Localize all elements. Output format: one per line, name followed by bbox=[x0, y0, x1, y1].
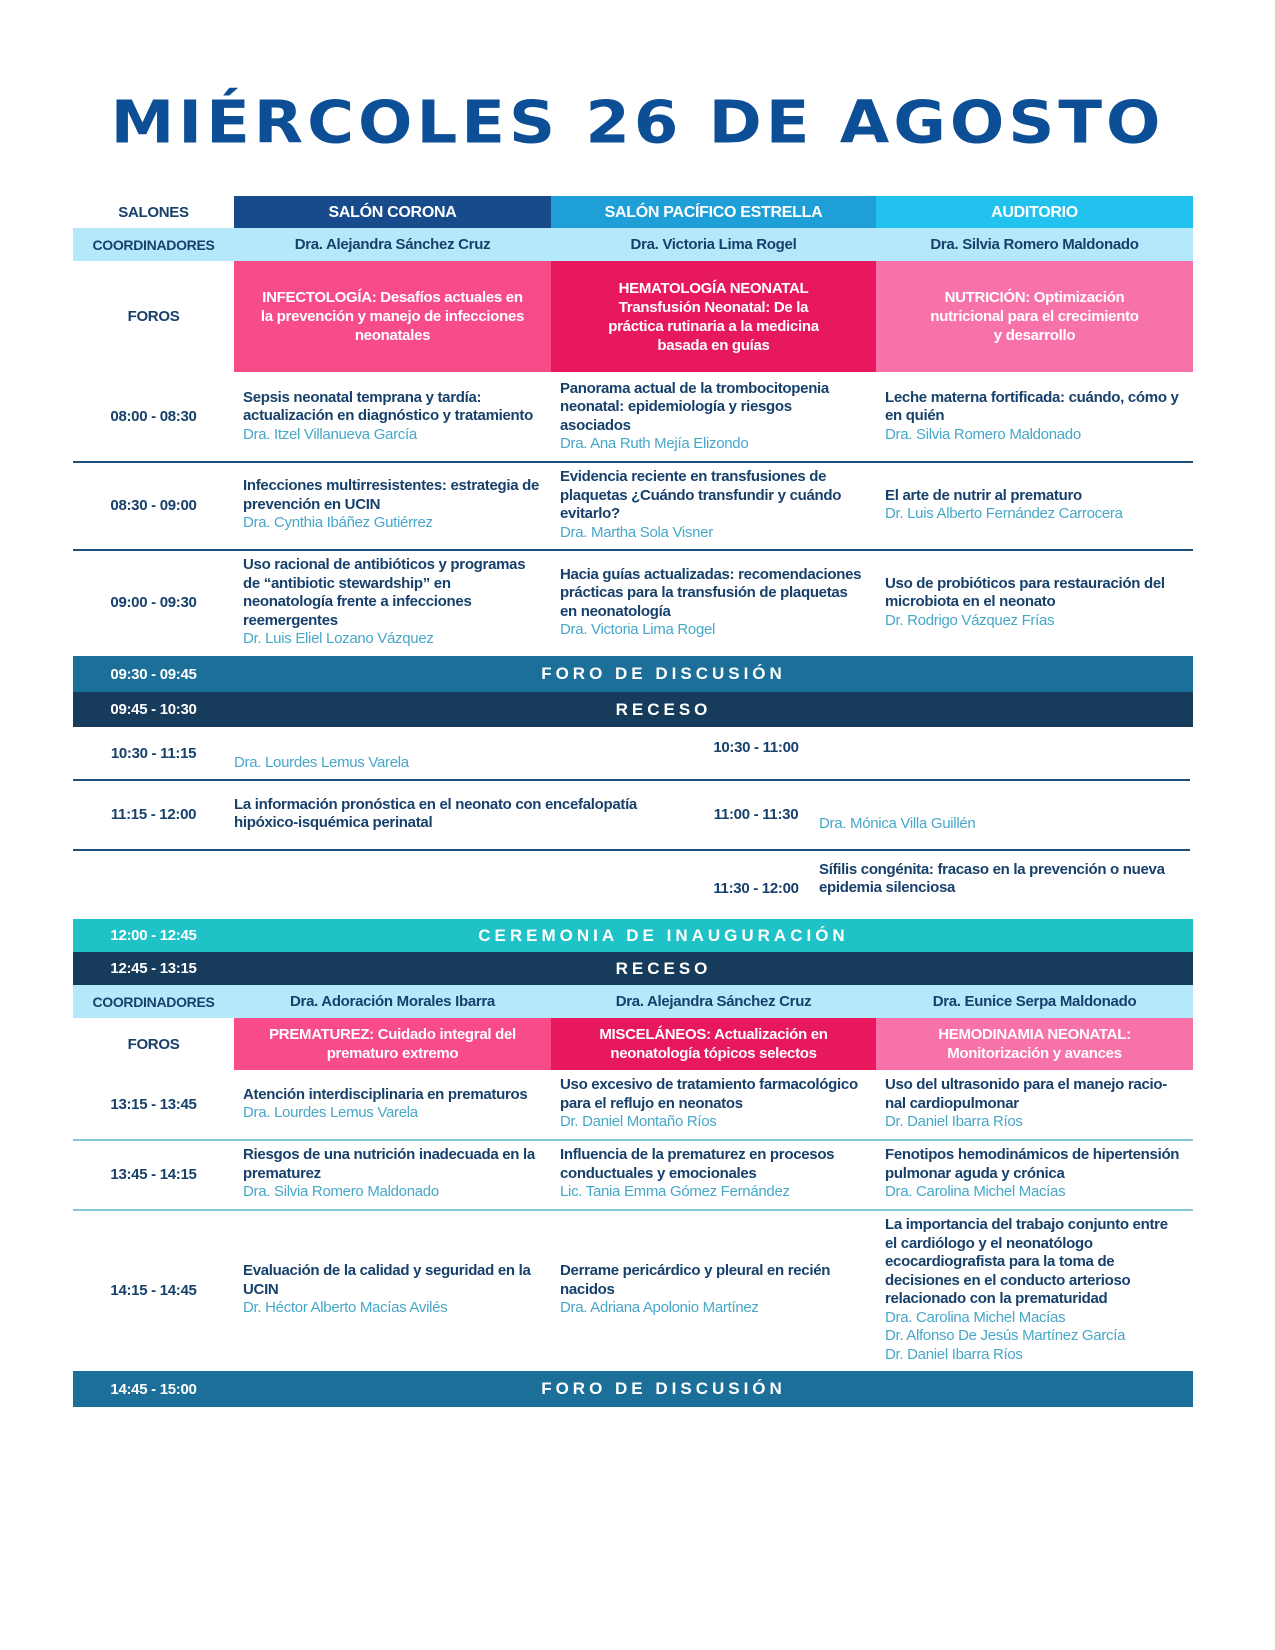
foro-header bbox=[551, 261, 876, 372]
speaker: Dr. Luis Alberto Fernández Carrocera bbox=[885, 505, 1123, 522]
time-slot: 08:00 - 08:30 bbox=[110, 408, 197, 425]
session bbox=[551, 1139, 876, 1209]
speaker: Dra. Mónica Villa Guillén bbox=[819, 814, 976, 832]
session bbox=[810, 727, 1190, 779]
session-title: Infecciones multirresistentes: estrategia de prevención en UCIN bbox=[243, 477, 540, 513]
speaker: Dra. Carolina Michel Macías bbox=[885, 1183, 1066, 1201]
foro-title-line: INFECTOLOGÍA: Desafíos actuales en bbox=[262, 289, 523, 306]
session-title: Panorama actual de la trombocitopenia neonatal: epidemiología y riesgos asociados bbox=[560, 379, 829, 434]
foro-title-line: neonatología tópicos selectos bbox=[610, 1045, 817, 1062]
session bbox=[234, 461, 551, 549]
foro-title-line: y desarrollo bbox=[993, 327, 1076, 344]
coordinadores-label: COORDINADORES bbox=[73, 228, 234, 261]
session-title: Fenotipos hemodinámicos de hipertensión pulmonar aguda y crónica bbox=[885, 1146, 1180, 1182]
session bbox=[876, 1139, 1193, 1209]
coordinador: Dra. Eunice Serpa Maldonado bbox=[876, 985, 1193, 1018]
break-bar bbox=[73, 656, 1193, 692]
session bbox=[810, 849, 1190, 909]
time-slot: 08:30 - 09:00 bbox=[110, 496, 197, 514]
coordinador: Dra. Victoria Lima Rogel bbox=[551, 228, 876, 261]
session bbox=[551, 1069, 876, 1139]
coordinador: Dra. Adoración Morales Ibarra bbox=[234, 985, 551, 1018]
session bbox=[551, 372, 876, 461]
session-title: Evidencia reciente en transfusiones de plaquetas ¿Cuándo transfundir y cuándo evitarlo? bbox=[560, 468, 842, 522]
break-time: 09:30 - 09:45 bbox=[110, 665, 197, 683]
session-title: Sepsis neonatal temprana y tardía: actualización en diagnóstico y tratamiento bbox=[243, 388, 533, 425]
session-title: Sífilis congénita: fracaso en la prevención o nueva epidemia silenciosa bbox=[819, 860, 1165, 896]
session bbox=[225, 779, 695, 849]
salon-header: SALÓN PACÍFICO ESTRELLA bbox=[551, 196, 876, 228]
break-label: RECESO bbox=[615, 958, 712, 978]
foro-title-line: la prevención y manejo de infecciones bbox=[260, 308, 525, 325]
foro-title-line: PREMATUREZ: Cuidado integral del bbox=[269, 1026, 516, 1043]
session bbox=[876, 461, 1193, 549]
speaker: Dra. Itzel Villanueva García bbox=[243, 425, 417, 443]
speaker: Dr. Héctor Alberto Macías Avilés bbox=[243, 1299, 448, 1317]
row-divider bbox=[73, 779, 1190, 781]
foro-header bbox=[234, 261, 551, 372]
break-time: 12:00 - 12:45 bbox=[110, 927, 197, 944]
foro-title-line: HEMODINAMIA NEONATAL: bbox=[938, 1026, 1131, 1043]
foro-header bbox=[234, 1018, 551, 1070]
time-slot: 09:00 - 09:30 bbox=[110, 594, 197, 611]
session bbox=[234, 372, 551, 461]
coordinador: Dra. Alejandra Sánchez Cruz bbox=[234, 228, 551, 261]
speaker: Dr. Daniel Ibarra Ríos bbox=[885, 1345, 1023, 1363]
session bbox=[234, 1209, 551, 1371]
session-title: La información pronóstica en el neonato con encefalopatía hipóxico-isquémica perinatal bbox=[234, 795, 637, 831]
break-bar bbox=[73, 919, 1193, 952]
speaker: Dra. Ana Ruth Mejía Elizondo bbox=[560, 435, 749, 452]
session-title: Leche materna fortificada: cuándo, cómo y en quién bbox=[885, 388, 1179, 425]
session bbox=[551, 549, 876, 656]
time-slot: 11:00 - 11:30 bbox=[713, 805, 799, 823]
foro-title-line: HEMATOLOGÍA NEONATAL bbox=[618, 279, 809, 297]
coordinadores-label: COORDINADORES bbox=[73, 985, 234, 1018]
foro-title-line: Transfusión Neonatal: De la bbox=[618, 298, 809, 316]
foro-title-line: NUTRICIÓN: Optimización bbox=[944, 289, 1125, 306]
session-title: Atención interdisciplinaria en prematuros bbox=[243, 1085, 528, 1103]
session-title: Uso del ultrasonido para el manejo racio-nal cardiopulmonar bbox=[885, 1076, 1167, 1112]
time-slot: 13:45 - 14:15 bbox=[110, 1165, 197, 1183]
session-title: Uso racional de antibióticos y programas de “antibiotic stewardship” en neonatología frente a infecciones reemergentes bbox=[243, 556, 526, 629]
foro-title-line: neonatales bbox=[354, 327, 431, 344]
session bbox=[551, 461, 876, 549]
foro-header bbox=[876, 261, 1193, 372]
speaker: Dra. Martha Sola Visner bbox=[560, 523, 713, 541]
speaker: Dr. Daniel Montaño Ríos bbox=[560, 1113, 717, 1131]
speaker: Dra. Lourdes Lemus Varela bbox=[234, 753, 409, 771]
foro-header bbox=[551, 1018, 876, 1070]
break-bar bbox=[73, 692, 1193, 727]
session-title: Derrame pericárdico y pleural en recién nacidos bbox=[560, 1262, 831, 1298]
foro-title-line: práctica rutinaria a la medicina bbox=[608, 317, 819, 335]
time-slot: 14:15 - 14:45 bbox=[110, 1281, 197, 1299]
session bbox=[234, 1069, 551, 1139]
page-title: MIÉRCOLES 26 DE AGOSTO bbox=[110, 88, 1165, 158]
speaker: Lic. Tania Emma Gómez Fernández bbox=[560, 1183, 790, 1201]
speaker: Dra. Victoria Lima Rogel bbox=[560, 621, 716, 638]
salon-header: AUDITORIO bbox=[876, 196, 1193, 228]
speaker: Dr. Daniel Ibarra Ríos bbox=[885, 1113, 1023, 1131]
session bbox=[876, 1069, 1193, 1139]
session-title: Influencia de la prematurez en procesos conductuales y emocionales bbox=[560, 1146, 835, 1182]
time-slot: 11:30 - 12:00 bbox=[713, 879, 799, 897]
session-title: La importancia del trabajo conjunto entre el cardiólogo y el neonatólogo ecocardiografista para la toma de decisiones en el conducto arterioso relacionado con la prematuridad bbox=[885, 1216, 1168, 1307]
time-slot: 10:30 - 11:15 bbox=[110, 744, 197, 762]
coordinador: Dra. Alejandra Sánchez Cruz bbox=[551, 985, 876, 1018]
break-bar bbox=[73, 1371, 1193, 1407]
session-title: Uso de probióticos para restauración del microbiota en el neonato bbox=[885, 574, 1165, 611]
session bbox=[234, 1139, 551, 1209]
foro-header bbox=[876, 1018, 1193, 1070]
break-label: FORO DE DISCUSIÓN bbox=[541, 664, 786, 683]
break-bar bbox=[73, 952, 1193, 985]
session-title: Hacia guías actualizadas: recomendaciones prácticas para la transfusión de plaquetas en neonatología bbox=[560, 565, 862, 620]
foro-title-line: MISCELÁNEOS: Actualización en bbox=[599, 1026, 828, 1043]
session bbox=[234, 549, 551, 656]
speaker: Dr. Rodrigo Vázquez Frías bbox=[885, 611, 1055, 629]
speaker: Dr. Luis Eliel Lozano Vázquez bbox=[243, 630, 434, 648]
foro-title-line: nutricional para el crecimiento bbox=[930, 308, 1139, 325]
session-title: Riesgos de una nutrición inadecuada en la prematurez bbox=[243, 1146, 535, 1182]
session-title: Evaluación de la calidad y seguridad en la UCIN bbox=[243, 1262, 531, 1298]
break-time: 14:45 - 15:00 bbox=[110, 1380, 197, 1398]
speaker: Dr. Alfonso De Jesús Martínez García bbox=[885, 1327, 1126, 1344]
coordinador: Dra. Silvia Romero Maldonado bbox=[876, 228, 1193, 261]
speaker: Dra. Silvia Romero Maldonado bbox=[885, 425, 1081, 443]
speaker: Dra. Lourdes Lemus Varela bbox=[243, 1104, 418, 1121]
row-divider bbox=[73, 849, 1190, 851]
break-label: CEREMONIA DE INAUGURACIÓN bbox=[478, 925, 849, 945]
break-label: FORO DE DISCUSIÓN bbox=[541, 1379, 786, 1398]
foros-label: FOROS bbox=[127, 1035, 180, 1053]
time-slot: 10:30 - 11:00 bbox=[713, 738, 799, 756]
speaker: Dra. Cynthia Ibáñez Gutiérrez bbox=[243, 514, 433, 532]
session-title: El arte de nutrir al prematuro bbox=[885, 486, 1082, 504]
speaker: Dra. Adriana Apolonio Martínez bbox=[560, 1299, 759, 1317]
foro-title-line: prematuro extremo bbox=[326, 1045, 459, 1062]
break-label: RECESO bbox=[615, 699, 712, 719]
speaker: Dra. Silvia Romero Maldonado bbox=[243, 1183, 439, 1201]
foro-title-line: Monitorización y avances bbox=[947, 1045, 1122, 1062]
session bbox=[876, 1209, 1193, 1371]
salon-header: SALÓN CORONA bbox=[234, 196, 551, 228]
salones-label: SALONES bbox=[118, 203, 189, 221]
time-slot: 13:15 - 13:45 bbox=[110, 1095, 197, 1113]
break-time: 12:45 - 13:15 bbox=[110, 960, 197, 977]
session bbox=[876, 549, 1193, 656]
session-title: Uso excesivo de tratamiento farmacológico para el reflujo en neonatos bbox=[560, 1076, 858, 1112]
break-time: 09:45 - 10:30 bbox=[110, 701, 197, 718]
session bbox=[876, 372, 1193, 461]
foros-label: FOROS bbox=[127, 308, 180, 325]
session bbox=[551, 1209, 876, 1371]
time-slot: 11:15 - 12:00 bbox=[110, 805, 197, 823]
speaker: Dra. Carolina Michel Macías bbox=[885, 1308, 1066, 1326]
foro-title-line: basada en guías bbox=[657, 336, 770, 354]
